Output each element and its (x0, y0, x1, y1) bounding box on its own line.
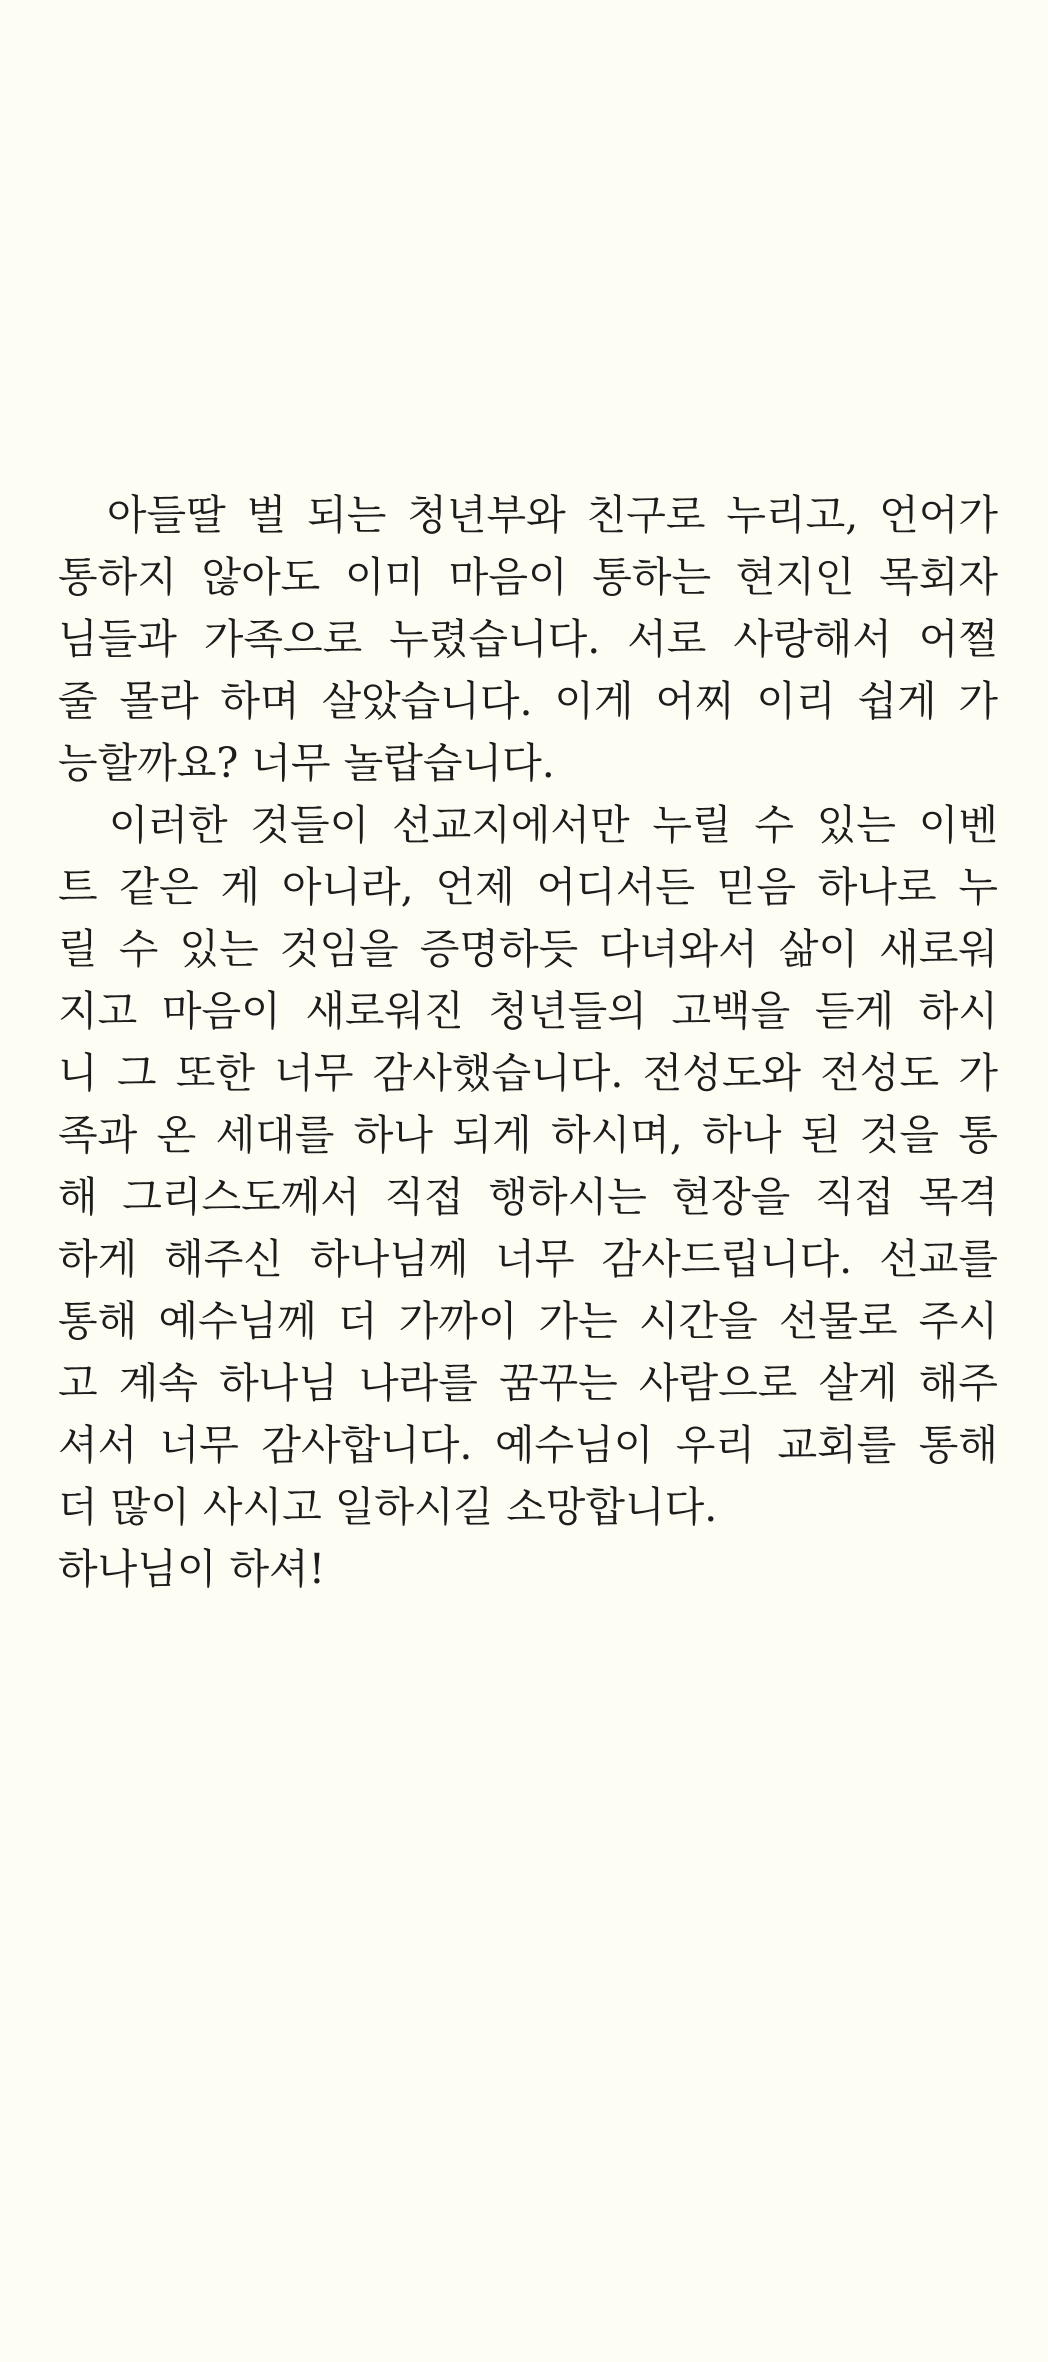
paragraph-2 (58, 794, 998, 1538)
text-line: 트 같은 게 아니라, 언제 어디서든 믿음 하나로 누 (58, 863, 998, 911)
paragraph-3 (58, 1538, 998, 1600)
text-line: 릴 수 있는 것임을 증명하듯 다녀와서 삶이 새로워 (58, 925, 998, 973)
text-line: 통해 예수님께 더 가까이 가는 시간을 선물로 주시 (58, 1297, 998, 1345)
text-line: 니 그 또한 너무 감사했습니다. 전성도와 전성도 가 (58, 1049, 998, 1097)
paragraph-1 (58, 484, 998, 794)
body-text (58, 484, 998, 1600)
text-line: 님들과 가족으로 누렸습니다. 서로 사랑해서 어쩔 (58, 615, 998, 663)
text-line: 족과 온 세대를 하나 되게 하시며, 하나 된 것을 통 (58, 1111, 998, 1159)
text-line: 셔서 너무 감사합니다. 예수님이 우리 교회를 통해 (58, 1421, 998, 1469)
text-line: 고 계속 하나님 나라를 꿈꾸는 사람으로 살게 해주 (58, 1359, 998, 1407)
text-line: 아들딸 벌 되는 청년부와 친구로 누리고, 언어가 (58, 491, 998, 539)
text-line: 능할까요? 너무 놀랍습니다. (58, 739, 555, 787)
text-line: 이러한 것들이 선교지에서만 누릴 수 있는 이벤 (58, 801, 998, 849)
text-line: 통하지 않아도 이미 마음이 통하는 현지인 목회자 (58, 553, 998, 601)
text-line: 하게 해주신 하나님께 너무 감사드립니다. 선교를 (58, 1235, 998, 1283)
text-line: 해 그리스도께서 직접 행하시는 현장을 직접 목격 (58, 1173, 998, 1221)
text-line: 하나님이 하셔! (58, 1545, 326, 1593)
text-line: 지고 마음이 새로워진 청년들의 고백을 듣게 하시 (58, 987, 998, 1035)
text-line: 더 많이 사시고 일하시길 소망합니다. (58, 1483, 718, 1531)
text-line: 줄 몰라 하며 살았습니다. 이게 어찌 이리 쉽게 가 (58, 677, 998, 725)
